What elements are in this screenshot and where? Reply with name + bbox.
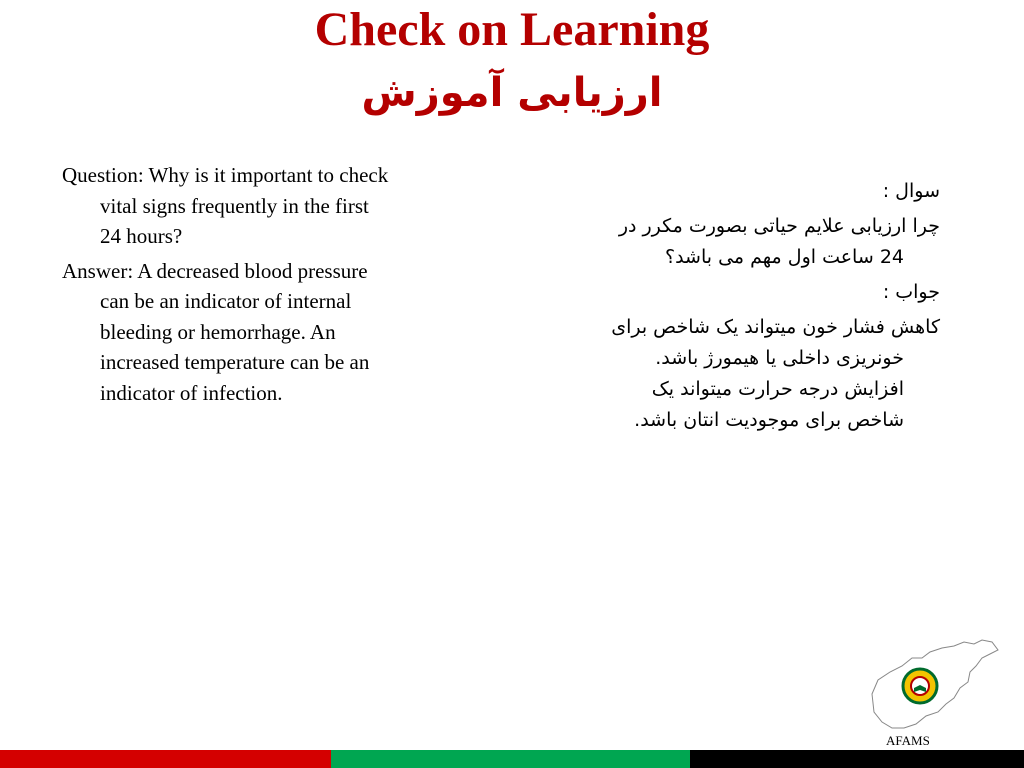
- dari-question: چرا ارزیابی علایم حیاتی بصورت مکرر در 24 ساعت اول مهم می باشد؟: [618, 215, 940, 268]
- dari-answer: کاهش فشار خون میتواند یک شاخص برای خونریزی داخلی یا هیمورژ باشد. افزایش درجه حرارت میتواند یک شاخص برای موجودیت انتان باشد.: [611, 316, 940, 431]
- dari-question-label: سوال :: [882, 180, 940, 202]
- afams-label: AFAMS: [886, 733, 930, 748]
- flag-black-segment: [690, 750, 1024, 768]
- flag-green-segment: [331, 750, 690, 768]
- english-question: Question: Why is it important to check vital signs frequently in the first 24 hours?: [62, 163, 389, 248]
- flag-red-segment: [0, 750, 331, 768]
- footer-flag-bar: [0, 750, 1024, 768]
- dari-text-block: [600, 176, 940, 440]
- english-answer: Answer: A decreased blood pressure can be an indicator of internal bleeding or hemorrhage. An increased temperature can be an indicator of infection.: [62, 258, 370, 405]
- dari-answer-label: جواب :: [882, 281, 940, 303]
- afghanistan-map-logo: [864, 636, 1004, 736]
- slide-title-dari: ارزیابی آموزش: [361, 70, 663, 116]
- english-text-block: [62, 160, 392, 412]
- slide-title: Check on Learning: [314, 3, 710, 56]
